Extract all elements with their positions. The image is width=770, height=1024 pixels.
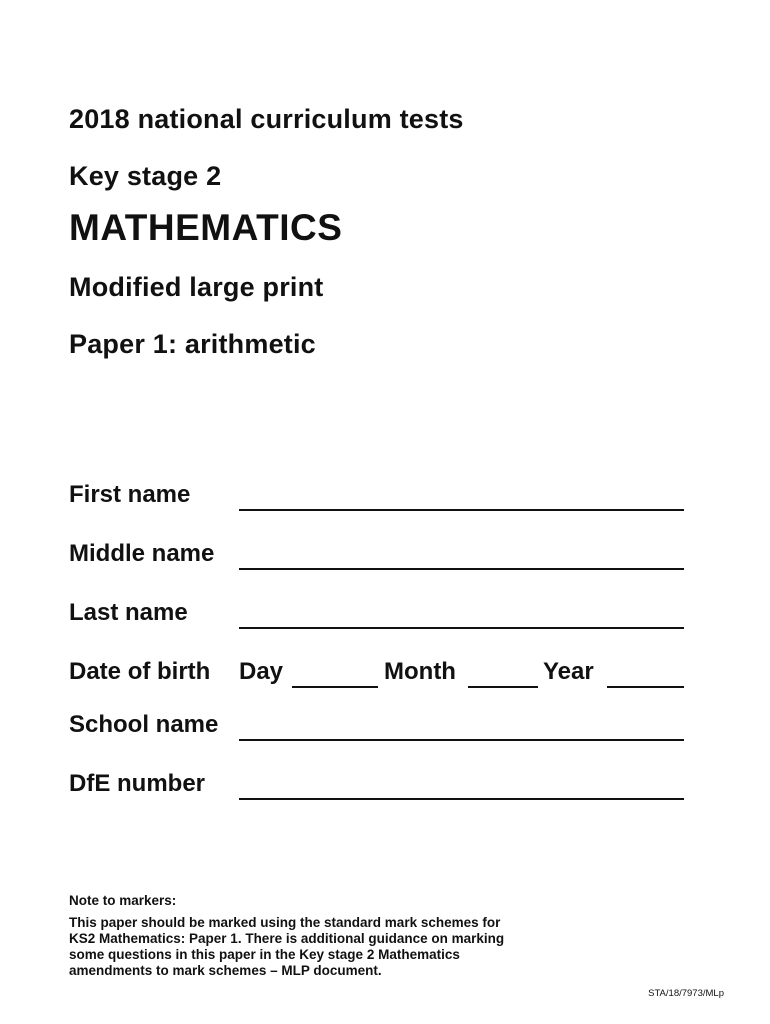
dob-day-input-line[interactable] — [292, 686, 378, 688]
dfe-number-label: DfE number — [69, 770, 206, 797]
print-format-heading: Modified large print — [69, 272, 324, 302]
last-name-label: Last name — [69, 599, 188, 626]
school-name-input-line[interactable] — [239, 739, 684, 741]
dob-month-label: Month — [384, 658, 456, 685]
note-line: amendments to mark schemes – MLP document. — [69, 963, 382, 978]
school-name-label: School name — [69, 711, 219, 738]
dob-year-input-line[interactable] — [607, 686, 684, 688]
note-line: some questions in this paper in the Key stage 2 Mathematics — [69, 947, 460, 962]
dfe-number-input-line[interactable] — [239, 798, 684, 800]
middle-name-input-line[interactable] — [239, 568, 684, 570]
note-to-markers-heading: Note to markers: — [69, 893, 177, 908]
dob-year-label: Year — [543, 658, 594, 685]
note-line: KS2 Mathematics: Paper 1. There is additional guidance on marking — [69, 931, 505, 946]
paper-heading: Paper 1: arithmetic — [69, 329, 316, 359]
dob-day-label: Day — [239, 658, 284, 685]
school-name-field — [69, 709, 684, 743]
note-to-markers-body — [69, 915, 589, 979]
document-reference-code: STA/18/7973/MLp — [648, 988, 724, 999]
dob-month-input-line[interactable] — [468, 686, 538, 688]
subject-title: MATHEMATICS — [69, 207, 343, 248]
note-line: This paper should be marked using the standard mark schemes for — [69, 915, 501, 930]
middle-name-field — [69, 538, 684, 572]
first-name-input-line[interactable] — [239, 509, 684, 511]
test-year-heading: 2018 national curriculum tests — [69, 104, 464, 134]
last-name-field — [69, 597, 684, 631]
first-name-field — [69, 479, 684, 513]
dfe-number-field — [69, 768, 684, 802]
date-of-birth-field — [69, 656, 684, 690]
first-name-label: First name — [69, 481, 191, 508]
last-name-input-line[interactable] — [239, 627, 684, 629]
key-stage-heading: Key stage 2 — [69, 161, 222, 191]
middle-name-label: Middle name — [69, 540, 215, 567]
date-of-birth-label: Date of birth — [69, 658, 211, 685]
